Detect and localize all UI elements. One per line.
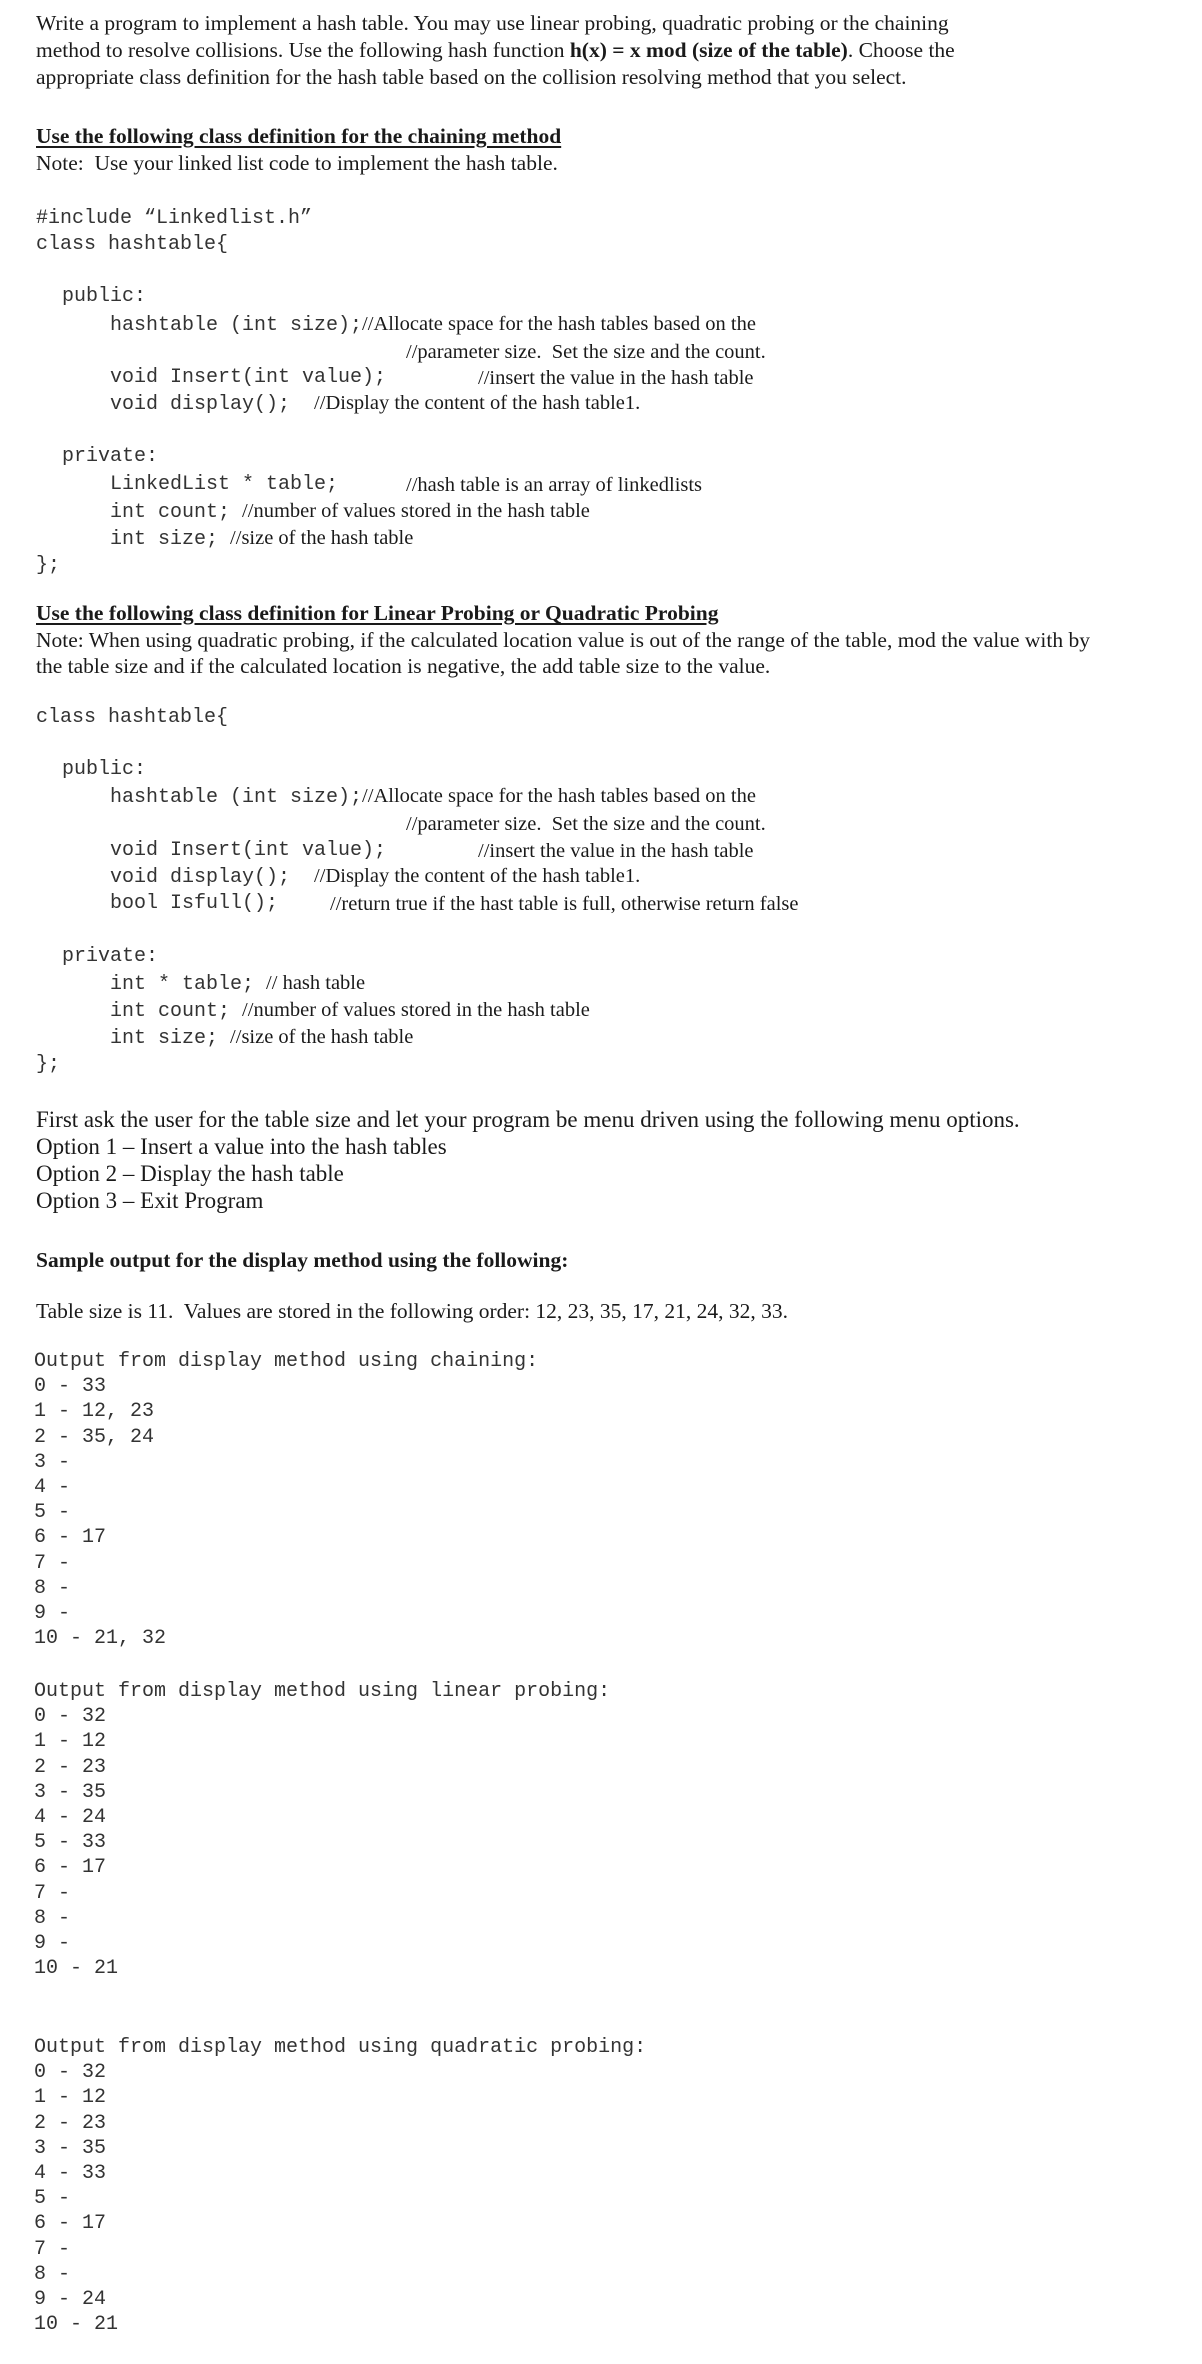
probing-note-1: Note: When using quadratic probing, if the calculated location value is out of the range of the table, mod the value with by: [36, 628, 1090, 652]
output-line: 3 - 35: [34, 1780, 107, 1804]
intro-line-2: [36, 37, 955, 63]
probing-isfull-comment: //return true if the hast table is full, otherwise return false: [330, 893, 799, 915]
menu-option-3: Option 3 – Exit Program: [36, 1188, 264, 1213]
chaining-constructor-comment-2: //parameter size. Set the size and the count.: [406, 341, 766, 363]
menu-option-2: Option 2 – Display the hash table: [36, 1161, 344, 1186]
output-line: 4 -: [34, 1476, 71, 1499]
chaining-count: [110, 499, 590, 525]
chaining-private: private:: [62, 445, 159, 468]
code: int count;: [110, 1000, 231, 1023]
output-line: 7 -: [34, 1551, 71, 1575]
output-line: 2 - 35, 24: [34, 1425, 155, 1449]
chaining-display: [110, 391, 640, 417]
chaining-include: #include “Linkedlist.h”: [36, 207, 313, 230]
output-line: 1 - 12, 23: [34, 1400, 155, 1424]
code: int count;: [110, 501, 231, 524]
chaining-public: public:: [62, 285, 147, 308]
chaining-heading: Use the following class definition for the chaining method: [36, 124, 562, 148]
chaining-class-close: };: [36, 554, 61, 577]
output-line: 8 -: [34, 1576, 71, 1600]
menu-intro: First ask the user for the table size and let your program be menu driven using the following menu options.: [36, 1107, 1020, 1132]
probing-size: [110, 1025, 413, 1051]
output-line: 2 - 23: [34, 1755, 107, 1779]
probing-class-open: class hashtable{: [36, 706, 229, 729]
probing-note-2: the table size and if the calculated location is negative, the add table size to the value.: [36, 654, 771, 678]
output-line: 5 -: [34, 2187, 71, 2211]
chaining-size: [110, 526, 413, 552]
comment: //size of the hash table: [230, 1026, 414, 1048]
output-line: 6 - 17: [34, 1526, 107, 1550]
probing-heading: Use the following class definition for Linear Probing or Quadratic Probing: [36, 601, 719, 625]
output-line: 8 -: [34, 1906, 71, 1930]
output-line: 9 - 24: [34, 2288, 107, 2311]
output-line: 4 - 24: [34, 1806, 107, 1829]
chaining-constructor: [110, 312, 756, 338]
output-line: 1 - 12: [34, 1730, 107, 1754]
probing-table: [110, 971, 365, 997]
sample-heading: Sample output for the display method using the following:: [36, 1248, 569, 1272]
chaining-table-comment: //hash table is an array of linkedlists: [406, 474, 703, 496]
chaining-insert-code: void Insert(int value);: [110, 366, 387, 389]
output-line: 4 - 33: [34, 2162, 107, 2185]
probing-display: [110, 864, 640, 890]
code: int size;: [110, 528, 219, 551]
output-line: 0 - 32: [34, 1705, 107, 1729]
probing-private: private:: [62, 945, 159, 968]
probing-insert-comment: //insert the value in the hash table: [478, 840, 754, 862]
comment: //Allocate space for the hash tables based on the: [362, 785, 756, 807]
chaining-note: Note: Use your linked list code to implement the hash table.: [36, 151, 558, 175]
intro-line-2-pre: method to resolve collisions. Use the following hash function: [36, 38, 570, 62]
output-title: Output from display method using linear probing:: [34, 1680, 611, 1703]
menu-option-1: Option 1 – Insert a value into the hash tables: [36, 1134, 447, 1159]
output-title: Output from display method using quadratic probing:: [34, 2036, 647, 2059]
output-line: 8 -: [34, 2262, 71, 2286]
output-line: 9 -: [34, 1602, 71, 1625]
hash-function: h(x) = x mod (size of the table): [569, 38, 848, 62]
comment: //Allocate space for the hash tables based on the: [362, 313, 756, 335]
sample-table-info: Table size is 11. Values are stored in the following order: 12, 23, 35, 17, 21, 24, 32, 33.: [36, 1299, 789, 1323]
output-line: 0 - 33: [34, 1375, 107, 1399]
intro-line-3: appropriate class definition for the hash table based on the collision resolving method that you select.: [36, 65, 907, 89]
chaining-table-code: LinkedList * table;: [110, 473, 339, 496]
intro-line-1: Write a program to implement a hash table. You may use linear probing, quadratic probing or the chaining: [36, 11, 949, 35]
output-line: 2 - 23: [34, 2111, 107, 2135]
comment: //number of values stored in the hash table: [242, 500, 590, 522]
output-line: 7 -: [34, 2237, 71, 2261]
probing-constructor-comment-2: //parameter size. Set the size and the count.: [406, 813, 766, 835]
code: hashtable (int size);: [110, 314, 363, 337]
probing-isfull-code: bool Isfull();: [110, 892, 279, 915]
output-line: 5 -: [34, 1501, 71, 1525]
code: int size;: [110, 1027, 219, 1050]
output-line: 10 - 21: [34, 1957, 119, 1981]
probing-insert-code: void Insert(int value);: [110, 839, 387, 862]
output-line: 5 - 33: [34, 1831, 107, 1855]
output-line: 6 - 17: [34, 1856, 107, 1880]
output-line: 7 -: [34, 1881, 71, 1905]
comment: //Display the content of the hash table1.: [314, 392, 641, 414]
code: hashtable (int size);: [110, 786, 363, 809]
intro-line-2-post: . Choose the: [847, 38, 955, 62]
output-line: 3 -: [34, 1450, 71, 1474]
comment: //size of the hash table: [230, 527, 414, 549]
comment: //Display the content of the hash table1.: [314, 865, 641, 887]
chaining-class-open: class hashtable{: [36, 233, 229, 256]
chaining-insert-comment: //insert the value in the hash table: [478, 367, 754, 389]
output-line: 10 - 21, 32: [34, 1627, 167, 1651]
probing-count: [110, 998, 590, 1024]
code: int * table;: [110, 973, 255, 996]
output-title: Output from display method using chaining:: [34, 1350, 539, 1373]
probing-constructor: [110, 784, 756, 810]
comment: //number of values stored in the hash table: [242, 999, 590, 1021]
output-line: 10 - 21: [34, 2313, 119, 2337]
code: void display();: [110, 866, 291, 889]
output-line: 1 - 12: [34, 2086, 107, 2110]
comment: // hash table: [266, 972, 366, 994]
probing-public: public:: [62, 758, 147, 781]
output-line: 6 - 17: [34, 2212, 107, 2236]
probing-class-close: };: [36, 1053, 61, 1076]
output-line: 0 - 32: [34, 2061, 107, 2085]
code: void display();: [110, 393, 291, 416]
output-line: 3 - 35: [34, 2136, 107, 2160]
output-line: 9 -: [34, 1932, 71, 1955]
